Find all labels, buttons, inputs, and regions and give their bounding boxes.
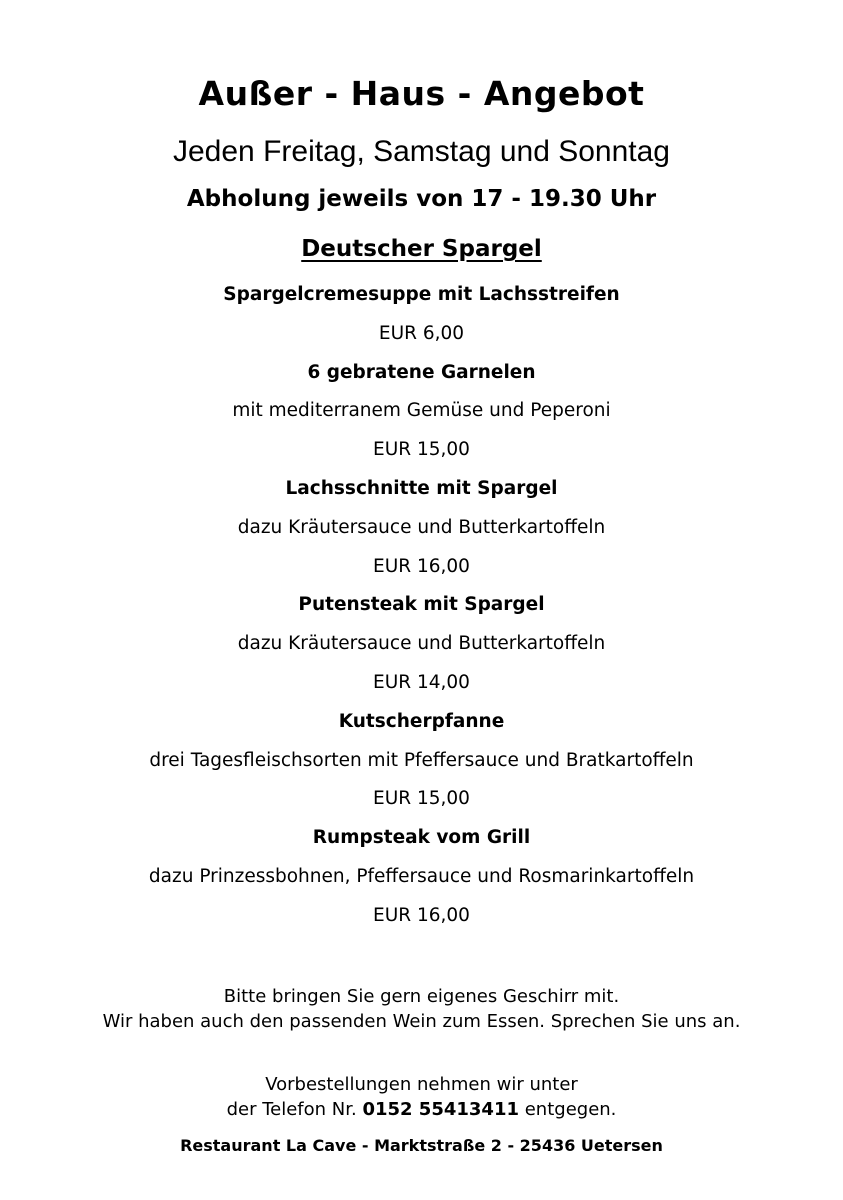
note-line: Wir haben auch den passenden Wein zum Essen. Sprechen Sie uns an. xyxy=(102,1011,741,1032)
menu-item-name: Kutscherpfanne xyxy=(338,710,505,732)
menu-item-price: EUR 15,00 xyxy=(373,439,470,461)
section-title: Deutscher Spargel xyxy=(301,236,542,262)
menu-item-price: EUR 16,00 xyxy=(373,904,470,926)
pickup-times: Abholung jeweils von 17 - 19.30 Uhr xyxy=(186,186,657,212)
menu-list xyxy=(0,281,843,941)
menu-item-name: Rumpsteak vom Grill xyxy=(312,827,531,849)
menu-item-description: drei Tagesfleischsorten mit Pfeffersauce und Bratkartoffeln xyxy=(149,749,694,771)
menu-item-price: EUR 16,00 xyxy=(373,555,470,577)
menu-item-name: Lachsschnitte mit Spargel xyxy=(285,477,558,499)
menu-item-description: mit mediterranem Gemüse und Peperoni xyxy=(232,400,611,422)
note-line: Bitte bringen Sie gern eigenes Geschirr mit. xyxy=(223,986,620,1007)
menu-item-description: dazu Kräutersauce und Butterkartoffeln xyxy=(237,633,606,655)
menu-item-description: dazu Prinzessbohnen, Pfeffersauce und Rosmarinkartoffeln xyxy=(148,865,695,887)
menu-item-price: EUR 6,00 xyxy=(378,322,465,344)
menu-item-price: EUR 15,00 xyxy=(373,788,470,810)
menu-item-name: 6 gebratene Garnelen xyxy=(307,361,536,383)
menu-item-name: Putensteak mit Spargel xyxy=(298,594,545,616)
order-phone-line xyxy=(0,1097,843,1122)
menu-item-description: dazu Kräutersauce und Butterkartoffeln xyxy=(237,516,606,538)
days-subtitle: Jeden Freitag, Samstag und Sonntag xyxy=(173,135,670,168)
phone-number: 0152 55413411 xyxy=(362,1099,519,1120)
notes xyxy=(0,984,843,1034)
page-title: Außer - Haus - Angebot xyxy=(198,74,645,113)
restaurant-address: Restaurant La Cave - Marktstraße 2 - 25436 Uetersen xyxy=(180,1136,663,1155)
order-info xyxy=(0,1072,843,1122)
menu-item-price: EUR 14,00 xyxy=(373,671,470,693)
menu-item-name: Spargelcremesuppe mit Lachsstreifen xyxy=(223,284,620,305)
order-prefix: der Telefon Nr. xyxy=(226,1099,363,1120)
order-suffix: entgegen. xyxy=(519,1099,617,1120)
order-line: Vorbestellungen nehmen wir unter xyxy=(265,1074,578,1095)
